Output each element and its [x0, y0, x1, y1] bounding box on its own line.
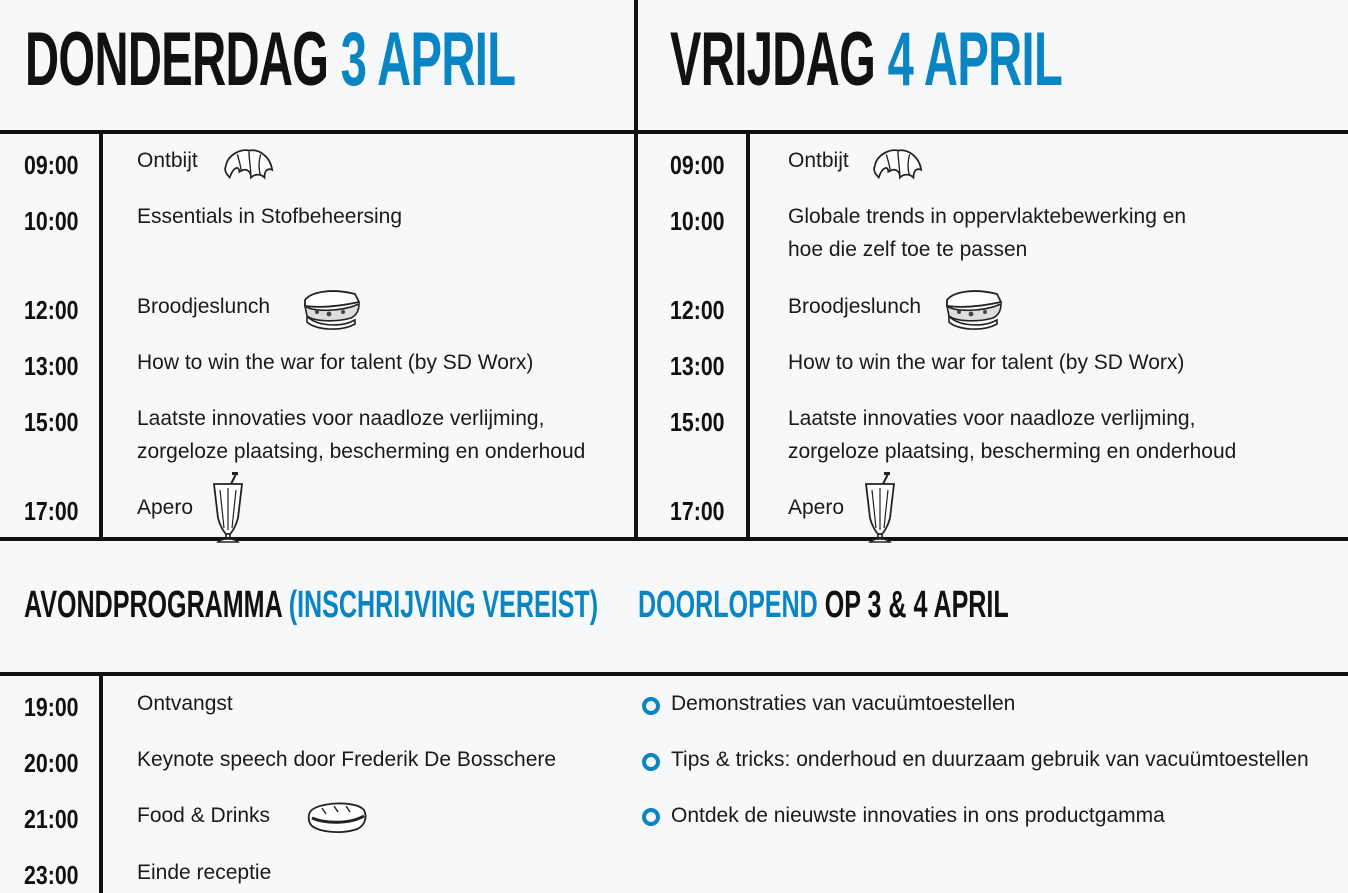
schedule-time: 23:00 [24, 860, 79, 890]
croissant-icon [222, 145, 276, 185]
evening-title-main: AVONDPROGRAMMA [24, 584, 282, 626]
friday-day: VRIJDAG [670, 17, 876, 102]
schedule-item: Globale trends in oppervlaktebewerking en [788, 205, 1187, 228]
schedule-item: Broodjeslunch [137, 295, 271, 318]
schedule-item: Apero [788, 496, 845, 519]
schedule-item: Ontvangst [137, 692, 233, 715]
list-item: Demonstraties van vacuümtoestellen [671, 692, 1016, 715]
middle-divider [0, 537, 1348, 541]
schedule-item: Laatste innovaties voor naadloze verlijming, [788, 407, 1196, 430]
ongoing-title [638, 586, 1009, 624]
thursday-day: DONDERDAG [25, 17, 329, 102]
schedule-item-line2: hoe die zelf toe te passen [788, 238, 1028, 261]
thursday-date: 3 APRIL [340, 17, 516, 102]
schedule-time: 10:00 [24, 206, 79, 236]
friday-time-rule [746, 132, 750, 539]
schedule-time: 17:00 [670, 496, 725, 526]
schedule-time: 15:00 [670, 407, 725, 437]
schedule-time: 09:00 [24, 150, 79, 180]
thursday-time-rule [99, 132, 103, 539]
list-item: Tips & tricks: onderhoud en duurzaam gebruik van vacuümtoestellen [671, 748, 1309, 771]
schedule-item-line2: zorgeloze plaatsing, bescherming en onderhoud [137, 440, 586, 463]
schedule-time: 12:00 [24, 295, 79, 325]
schedule-time: 13:00 [24, 351, 79, 381]
evening-divider [0, 672, 1348, 676]
schedule-item: Ontbijt [788, 149, 849, 172]
schedule-item-line2: zorgeloze plaatsing, bescherming en onderhoud [788, 440, 1237, 463]
evening-time-rule [99, 674, 103, 893]
schedule-time: 15:00 [24, 407, 79, 437]
schedule-item: How to win the war for talent (by SD Worx) [137, 351, 534, 374]
schedule-time: 13:00 [670, 351, 725, 381]
evening-title [24, 586, 598, 624]
evening-title-note: (INSCHRIJVING VEREIST) [288, 584, 599, 626]
ongoing-title-rest: OP 3 & 4 APRIL [824, 584, 1009, 626]
schedule-item: Broodjeslunch [788, 295, 922, 318]
list-item: Ontdek de nieuwste innovaties in ons productgamma [671, 804, 1165, 827]
ongoing-title-accent: DOORLOPEND [638, 584, 818, 626]
schedule-time: 09:00 [670, 150, 725, 180]
schedule-time: 10:00 [670, 206, 725, 236]
schedule-item: Ontbijt [137, 149, 198, 172]
sandwich-icon [301, 286, 363, 332]
bullet-icon [642, 697, 660, 715]
schedule-item: Keynote speech door Frederik De Bosschere [137, 748, 557, 771]
schedule-time: 17:00 [24, 496, 79, 526]
friday-title [670, 17, 1063, 102]
thursday-title [25, 17, 516, 102]
schedule-item: Essentials in Stofbeheersing [137, 205, 402, 228]
bullet-icon [642, 753, 660, 771]
top-divider [0, 130, 1348, 134]
schedule-item: How to win the war for talent (by SD Worx) [788, 351, 1185, 374]
schedule-item: Laatste innovaties voor naadloze verlijming, [137, 407, 545, 430]
milkshake-icon [856, 472, 898, 544]
schedule-time: 12:00 [670, 295, 725, 325]
column-divider [634, 0, 638, 539]
schedule-item: Food & Drinks [137, 804, 271, 827]
schedule-time: 19:00 [24, 692, 79, 722]
bullet-icon [642, 808, 660, 826]
friday-date: 4 APRIL [887, 17, 1063, 102]
schedule-item: Einde receptie [137, 861, 272, 884]
schedule-time: 21:00 [24, 804, 79, 834]
milkshake-icon [204, 472, 246, 544]
croissant-icon [871, 145, 925, 185]
schedule-item: Apero [137, 496, 194, 519]
sandwich-icon [943, 286, 1005, 332]
schedule-time: 20:00 [24, 748, 79, 778]
baguette-icon [306, 799, 368, 835]
